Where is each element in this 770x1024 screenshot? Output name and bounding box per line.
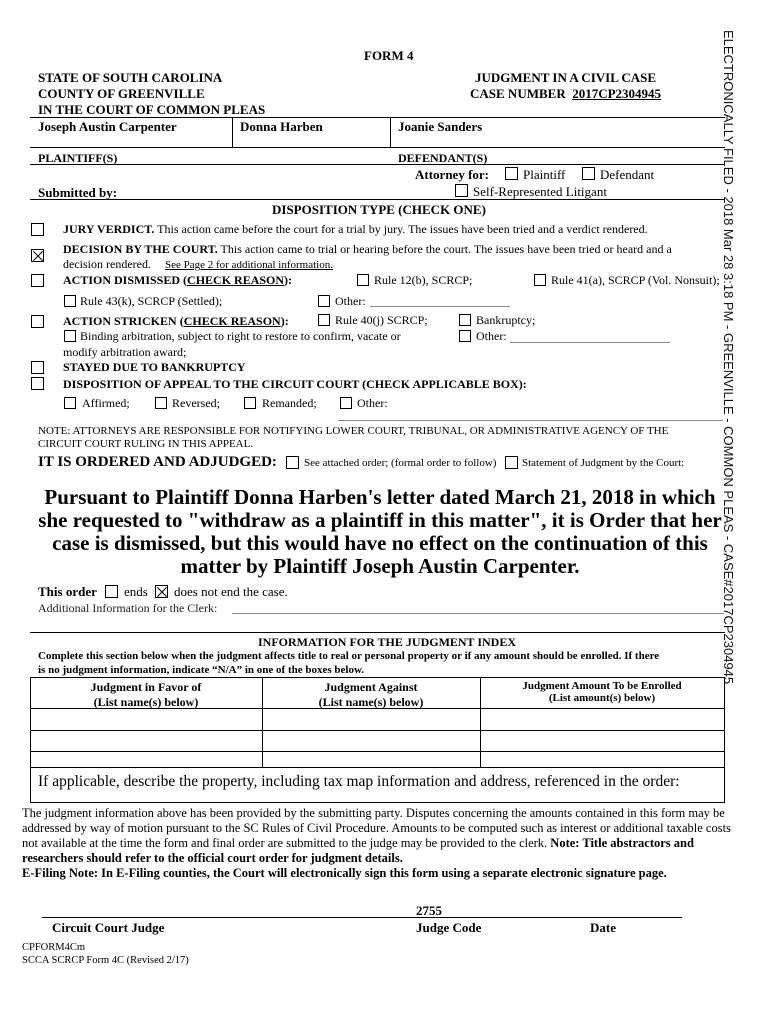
judgment-amount-line1: Judgment Amount To be Enrolled [522, 680, 682, 692]
order-statement: Pursuant to Plaintiff Donna Harben's letter dated March 21, 2018 in which she requested to "withdraw as a plaintiff in this matter", it is Order that her case is dismissed, but this would have no effect on the continuation of this matter by Plaintiff Joseph Austin Carpenter. [38, 485, 722, 578]
attorney-for-label: Attorney for: [415, 167, 489, 182]
judgment-favor-header [30, 680, 262, 710]
judgment-amount-line2: (List amount(s) below) [548, 692, 656, 704]
form-id-line-1: CPFORM4Cm [22, 942, 86, 953]
note-line-2: CIRCUIT COURT RULING IN THIS APPEAL. [38, 438, 254, 450]
see-attached-order-checkbox[interactable] [286, 456, 299, 469]
additional-info-label: Additional Information for the Clerk: [38, 601, 218, 615]
note-line-1: NOTE: ATTORNEYS ARE RESPONSIBLE FOR NOTIFYING LOWER COURT, TRIBUNAL, OR ADMINISTRATIVE AGENCY OF THE [38, 425, 669, 437]
footer-disclaimer: The judgment information above has been provided by the submitting party. Disputes concerning the amounts contained in this form may be addressed by way of motion pursuant to the SC Rules of Civil Procedure. Amounts to be computed such as interest or additional taxable costs not available at the time the form and final order are submitted to the judge may be provided to the clerk. [22, 806, 731, 850]
judgment-index-instructions-1: Complete this section below when the judgment affects title to real or personal property or if any amount should be enrolled. If there [38, 650, 660, 662]
efiling-note: E-Filing Note: In E-Filing counties, the Court will electronically sign this form using a separate electronic signature page. [22, 866, 667, 880]
stricken-check-reason: CHECK REASON [183, 314, 281, 328]
reversed-label: Reversed; [172, 396, 220, 410]
attorney-defendant-checkbox[interactable] [582, 167, 595, 180]
binding-arbitration-label: Binding arbitration, subject to right to restore to confirm, vacate or [80, 329, 401, 343]
rule-41a-checkbox[interactable] [534, 274, 546, 286]
action-stricken-row [63, 314, 289, 329]
form-id-line-2: SCCA SCRCP Form 4C (Revised 2/17) [22, 955, 189, 966]
rule-40j-checkbox[interactable] [318, 314, 330, 326]
reversed-checkbox[interactable] [155, 397, 167, 409]
decision-row [63, 242, 672, 257]
bankruptcy-checkbox[interactable] [459, 314, 471, 326]
judge-code-value: 2755 [416, 903, 442, 918]
dismissed-check-reason: CHECK REASON [187, 273, 285, 287]
attorney-plaintiff-label: Plaintiff [523, 167, 566, 182]
judgment-favor-cell-2[interactable] [31, 731, 261, 751]
decision-by-court-checkbox[interactable] [31, 249, 44, 262]
rule-40j-label: Rule 40(j) SCRCP; [335, 313, 428, 327]
county-name: COUNTY OF GREENVILLE [38, 86, 205, 101]
rule-12b-checkbox[interactable] [357, 274, 369, 286]
stricken-other-field[interactable] [510, 342, 670, 343]
disposition-title: DISPOSITION TYPE (CHECK ONE) [272, 202, 486, 217]
order-ends-checkbox[interactable] [105, 585, 118, 598]
attorney-defendant-label: Defendant [600, 167, 655, 182]
dismissed-close: ): [284, 273, 293, 287]
judgment-against-cell-2[interactable] [263, 731, 479, 751]
rule-43k-label: Rule 43(k), SCRCP (Settled); [80, 294, 223, 308]
jury-verdict-row [63, 222, 648, 237]
case-number: 2017CP2304945 [572, 86, 662, 101]
self-represented-label: Self-Represented Litigant [473, 184, 607, 199]
judgment-against-header [262, 680, 480, 710]
self-represented-checkbox[interactable] [455, 184, 468, 197]
electronic-filing-stamp: ELECTRONICALLY FILED - 2018 Mar 28 3:18 PM - GREENVILLE - COMMON PLEAS - CASE#2017CP2304945 [721, 30, 736, 685]
bankruptcy-label: Bankruptcy; [476, 313, 536, 327]
action-dismissed-checkbox[interactable] [31, 274, 44, 287]
decision-row-2 [63, 257, 333, 272]
remanded-label: Remanded; [262, 396, 317, 410]
judgment-amount-cell-2[interactable] [481, 731, 723, 751]
decision-text-2: decision rendered. [63, 257, 151, 271]
binding-arbitration-checkbox[interactable] [64, 330, 76, 342]
footer-paragraph [22, 806, 732, 866]
defendants-label: DEFENDANT(S) [398, 151, 488, 165]
action-stricken-title: ACTION STRICKEN ( [63, 314, 184, 328]
dismissed-other-label: Other: [335, 294, 366, 308]
case-number-label: CASE NUMBER [470, 86, 566, 101]
remanded-checkbox[interactable] [244, 397, 256, 409]
stricken-other-checkbox[interactable] [459, 330, 471, 342]
rule-43k-checkbox[interactable] [64, 295, 76, 307]
state-name: STATE OF SOUTH CAROLINA [38, 70, 223, 85]
stricken-other-label: Other: [476, 329, 507, 343]
judgment-favor-line1: Judgment in Favor of [90, 680, 202, 694]
judgment-against-cell-1[interactable] [263, 709, 479, 730]
action-dismissed-title: ACTION DISMISSED ( [63, 273, 188, 287]
order-does-not-end-label: does not end the case. [174, 584, 288, 599]
submitted-by-label: Submitted by: [38, 185, 118, 200]
court-name: IN THE COURT OF COMMON PLEAS [38, 102, 266, 117]
signature-line[interactable] [42, 917, 682, 918]
appeal-other-checkbox[interactable] [340, 397, 352, 409]
judgment-amount-cell-1[interactable] [481, 709, 723, 730]
decision-title: DECISION BY THE COURT. [63, 242, 218, 256]
see-attached-order-label: See attached order; (formal order to follow) [304, 457, 497, 469]
appeal-disposition-title: DISPOSITION OF APPEAL TO THE CIRCUIT COURT (CHECK APPLICABLE BOX): [63, 377, 527, 391]
stayed-bankruptcy-label: STAYED DUE TO BANKRUPTCY [63, 360, 246, 374]
circuit-judge-label: Circuit Court Judge [52, 920, 165, 935]
case-type: JUDGMENT IN A CIVIL CASE [475, 70, 657, 85]
dismissed-other-checkbox[interactable] [318, 295, 330, 307]
affirmed-checkbox[interactable] [64, 397, 76, 409]
statement-of-judgment-checkbox[interactable] [505, 456, 518, 469]
additional-info-field[interactable] [232, 613, 724, 614]
plaintiff-name-1: Joseph Austin Carpenter [38, 119, 177, 134]
action-stricken-checkbox[interactable] [31, 315, 44, 328]
this-order-label: This order [38, 584, 97, 599]
judgment-against-line1: Judgment Against [324, 680, 418, 694]
plaintiff-name-2: Donna Harben [240, 119, 323, 134]
defendant-name-1: Joanie Sanders [398, 119, 483, 134]
judgment-index-instructions-2: is no judgment information, indicate “N/A” in one of the boxes below. [38, 664, 365, 676]
judgment-index-title: INFORMATION FOR THE JUDGMENT INDEX [258, 635, 517, 649]
judgment-favor-line2: (List name(s) below) [93, 695, 199, 709]
appeal-other-label: Other: [357, 396, 388, 410]
order-ends-label: ends [124, 584, 148, 599]
judgment-favor-cell-1[interactable] [31, 709, 261, 730]
attorney-plaintiff-checkbox[interactable] [505, 167, 518, 180]
form-title: FORM 4 [364, 48, 414, 63]
action-dismissed-row [63, 273, 292, 288]
ordered-adjudged-title: IT IS ORDERED AND ADJUDGED: [38, 454, 277, 470]
stayed-bankruptcy-checkbox[interactable] [31, 361, 44, 374]
date-label: Date [590, 920, 616, 935]
stricken-close: ): [280, 314, 289, 328]
appeal-disposition-checkbox[interactable] [31, 377, 44, 390]
dismissed-other-field[interactable] [370, 306, 510, 307]
jury-verdict-text: This action came before the court for a trial by jury. The issues have been tried and a verdict rendered. [157, 222, 648, 236]
binding-arbitration-label-2: modify arbitration award; [63, 345, 187, 359]
rule-12b-label: Rule 12(b), SCRCP; [374, 273, 473, 287]
affirmed-label: Affirmed; [82, 396, 130, 410]
jury-verdict-checkbox[interactable] [31, 223, 44, 236]
see-page2-link: See Page 2 for additional information. [164, 259, 333, 271]
judgment-against-line2: (List name(s) below) [318, 695, 424, 709]
judgment-amount-header [480, 680, 724, 704]
statement-of-judgment-label: Statement of Judgment by the Court: [522, 457, 685, 469]
property-description-label: If applicable, describe the property, including tax map information and address, referenced in the order: [38, 773, 680, 790]
jury-verdict-title: JURY VERDICT. [63, 222, 155, 236]
order-does-not-end-checkbox[interactable] [155, 585, 168, 598]
plaintiffs-label: PLAINTIFF(S) [38, 151, 118, 165]
judge-code-label: Judge Code [416, 920, 482, 935]
case-number-line [470, 86, 661, 102]
appeal-other-field[interactable] [338, 420, 723, 421]
rule-41a-label: Rule 41(a), SCRCP (Vol. Nonsuit); [551, 273, 720, 287]
footer-title-note: Note: Title abstractors and researchers should refer to the official court order for judgment details. [22, 836, 694, 865]
decision-text: This action came to trial or hearing before the court. The issues have been tried or heard and a [220, 242, 672, 256]
